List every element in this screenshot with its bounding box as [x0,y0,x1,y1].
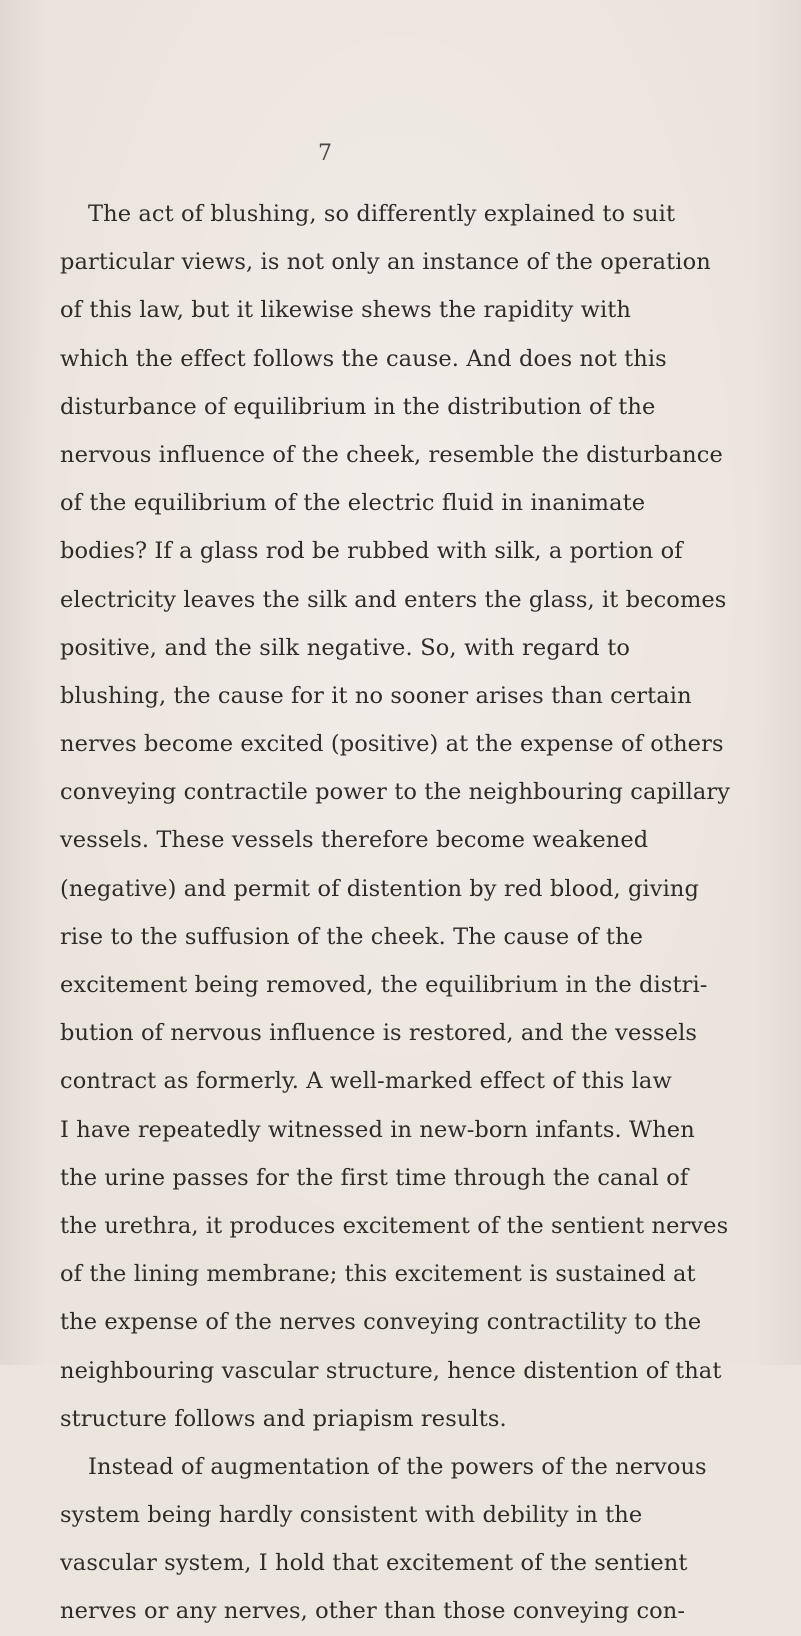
text-line: neighbouring vascular structure, hence distention of that [60,1357,722,1384]
text-line: I have repeatedly witnessed in new-born infants. When [60,1116,695,1143]
text-line: system being hardly consistent with debility in the [60,1502,643,1529]
text-line: the urethra, it produces excitement of the sentient nerves [60,1212,729,1239]
text-line: bodies? If a glass rod be rubbed with silk, a portion of [60,538,683,565]
text-line: vascular system, I hold that excitement of the sentient [60,1550,688,1577]
text-line: excitement being removed, the equilibrium in the distri- [60,972,708,998]
page-number: 7 [318,141,332,166]
text-line: bution of nervous influence is restored, and the vessels [60,1020,698,1047]
text-line: nervous influence of the cheek, resemble the disturbance [60,441,723,468]
body-text [60,190,731,1636]
text-line: of the lining membrane; this excitement is sustained at [60,1261,696,1288]
text-line: contract as formerly. A well-marked effect of this law [60,1068,672,1095]
text-line: electricity leaves the silk and enters the glass, it becomes [60,586,727,613]
text-line: the urine passes for the first time through the canal of [60,1164,689,1191]
text-line: rise to the suffusion of the cheek. The cause of the [60,923,644,950]
text-line: of the equilibrium of the electric fluid in inanimate [60,490,646,517]
text-line: nerves or any nerves, other than those conveying con- [60,1598,686,1625]
text-line: vessels. These vessels therefore become weakened [60,827,649,854]
text-line: of this law, but it likewise shews the rapidity with [60,297,632,324]
text-line: positive, and the silk negative. So, with regard to [60,634,630,661]
text-line: structure follows and priapism results. [60,1405,507,1432]
text-line: conveying contractile power to the neighbouring capillary [60,779,731,806]
text-line: disturbance of equilibrium in the distribution of the [60,393,656,420]
text-line: The act of blushing, so differently explained to suit [88,201,676,227]
text-line: the expense of the nerves conveying contractility to the [60,1309,702,1336]
text-line: (negative) and permit of distention by red blood, giving [60,875,699,902]
text-line: nerves become excited (positive) at the expense of others [60,731,724,758]
text-line: Instead of augmentation of the powers of the nervous [88,1453,707,1480]
text-line: which the effect follows the cause. And does not this [60,345,667,372]
text-line: particular views, is not only an instance of the operation [60,249,711,276]
text-line: blushing, the cause for it no sooner arises than certain [60,682,692,709]
